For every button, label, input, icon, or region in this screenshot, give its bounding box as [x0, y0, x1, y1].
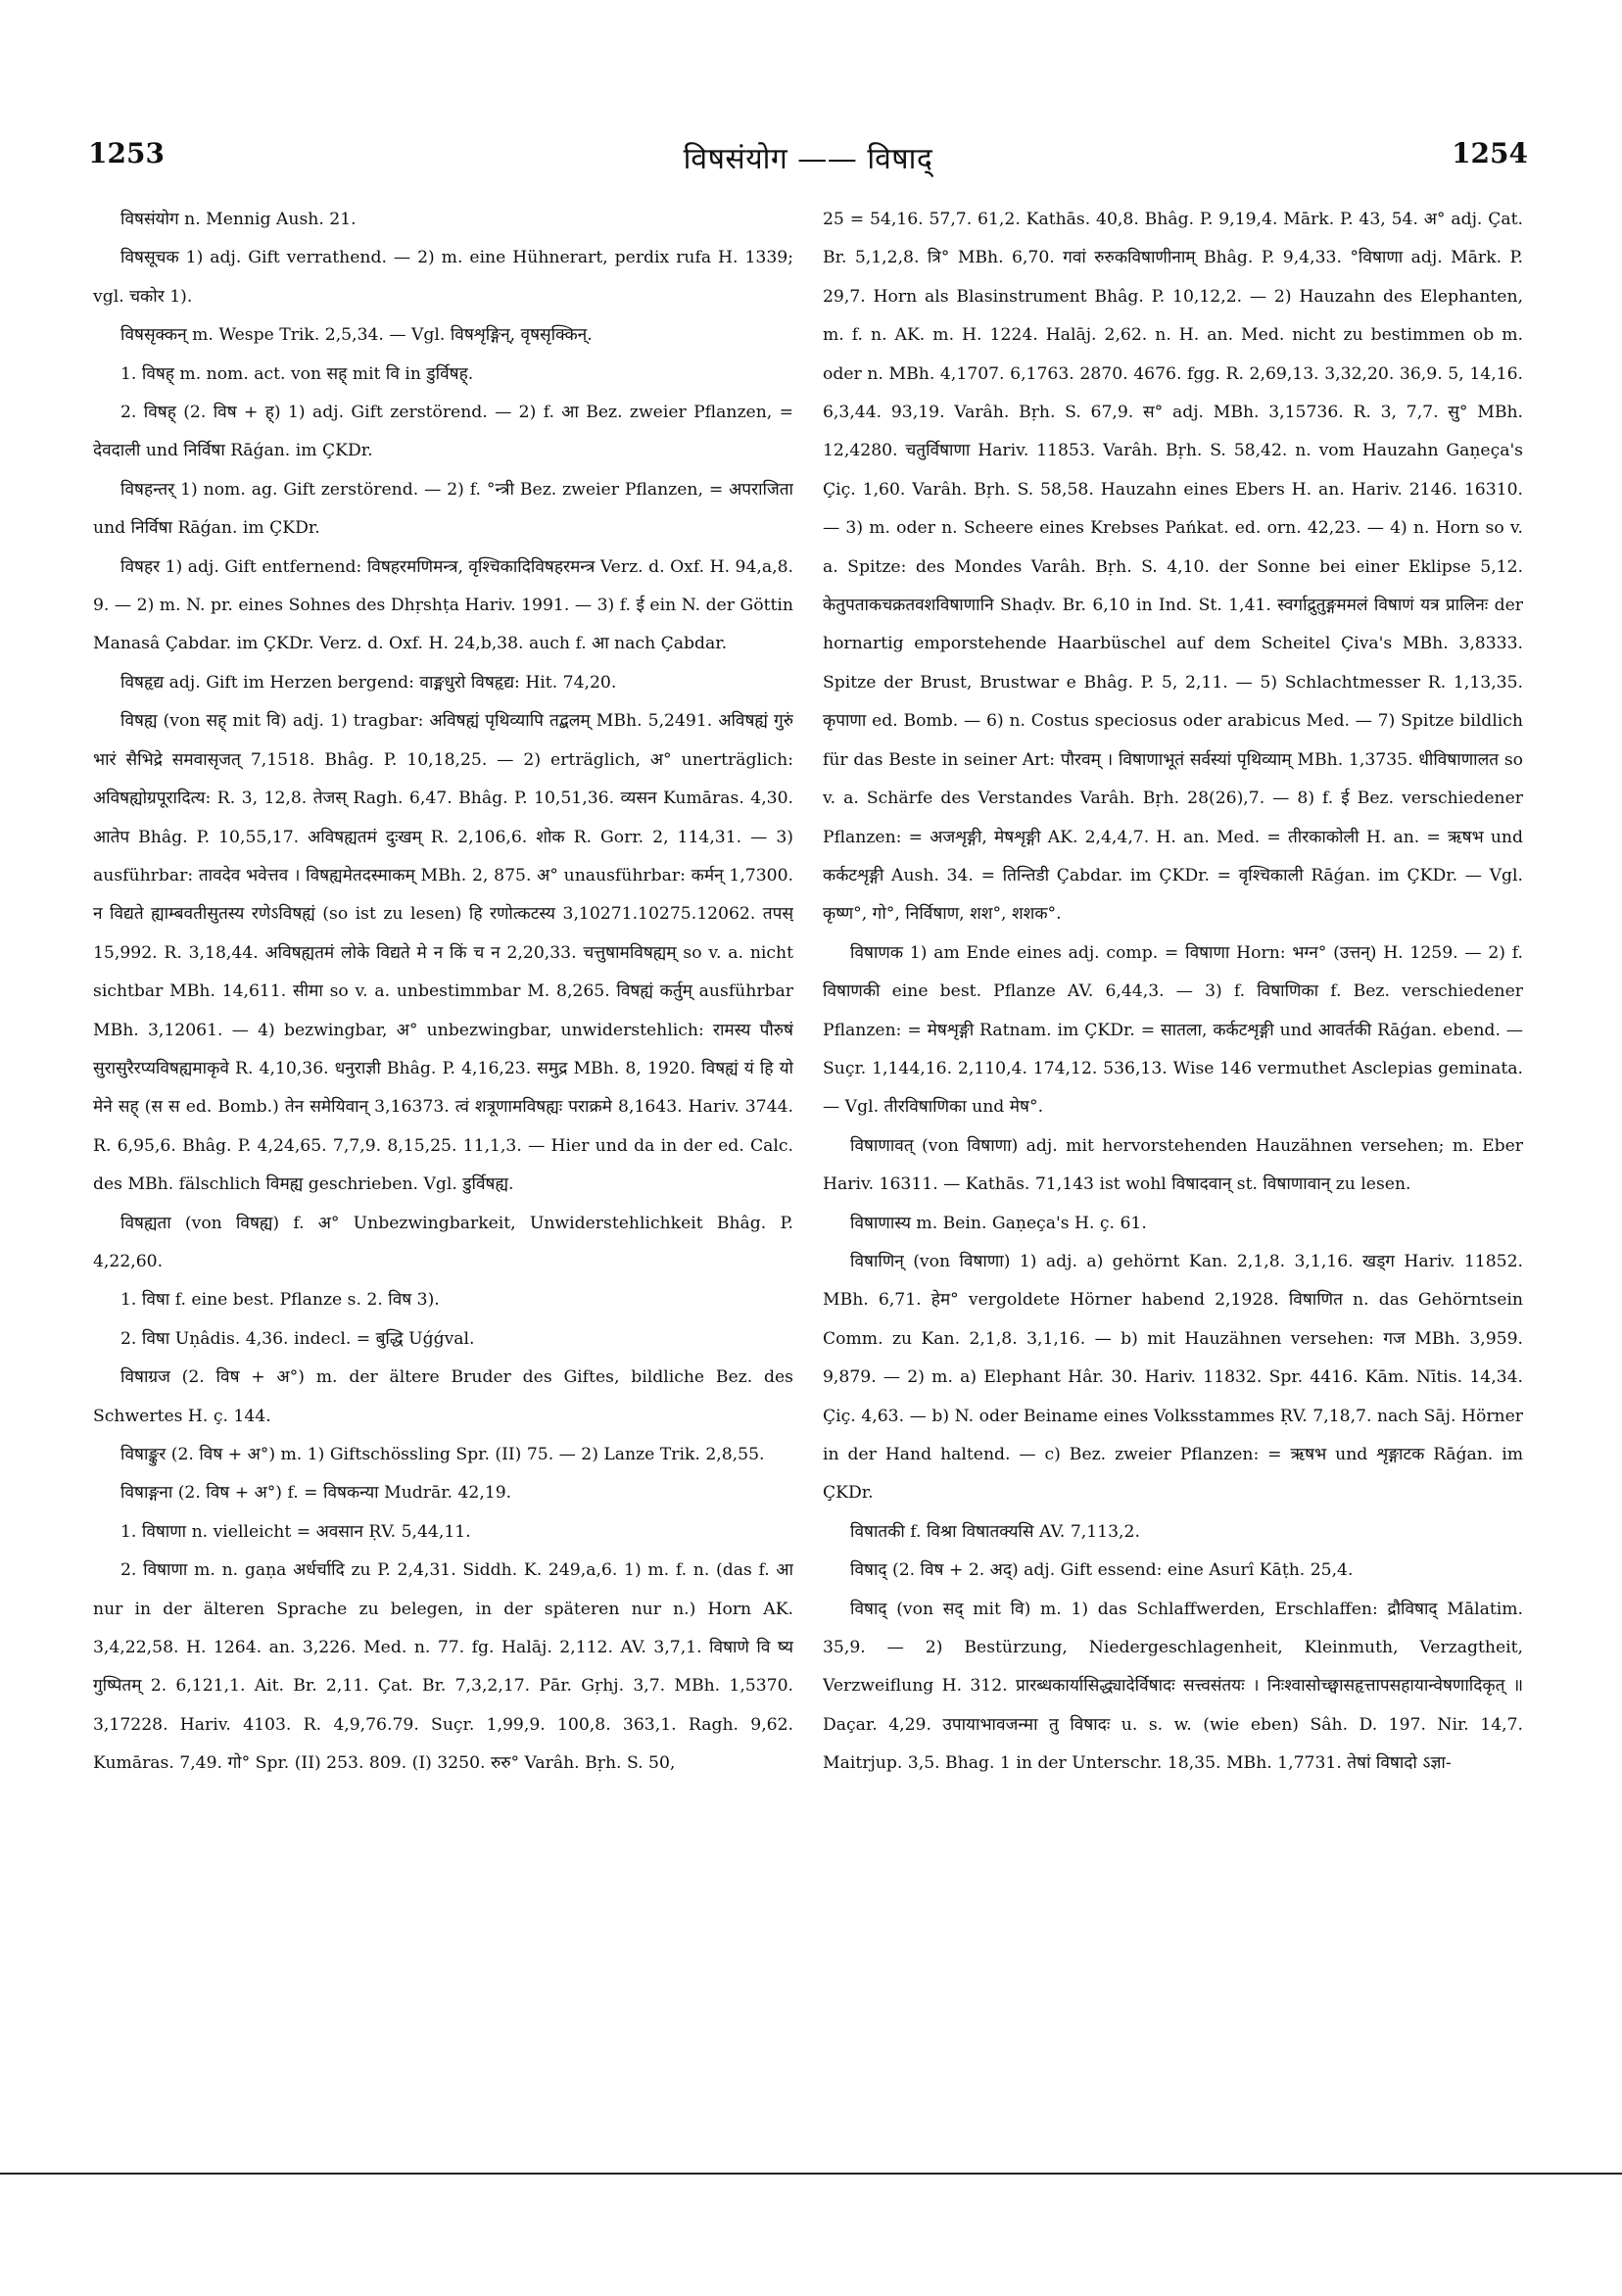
running-title: विषसंयोग —— विषाद् — [683, 142, 933, 176]
page-header — [88, 137, 1528, 176]
dictionary-entry: विषाणास्य m. Bein. Gaṇeça's H. ç. 61. — [850, 1213, 1147, 1233]
dictionary-entry: विषाणावत् (von विषाणा) adj. mit hervorstehenden Hauzähnen versehen; m. Eber Hariv. 16311. — Kathās. 71,143 ist wohl विषादवान् st. विषाणावान् zu lesen. — [823, 1135, 1523, 1195]
dictionary-entry: विषाङ्कुर (2. विष + अ°) m. 1) Giftschössling Spr. (II) 75. — 2) Lanze Trik. 2,8,55. — [120, 1445, 765, 1464]
dictionary-entry: विषाग्रज (2. विष + अ°) m. der ältere Bruder des Giftes, bildliche Bez. des Schwertes H. ç. 144. — [93, 1367, 793, 1426]
dictionary-entry: विषह्य (von सह् mit वि) adj. 1) tragbar: अविषह्यं पृथिव्यापि तद्बलम् MBh. 5,2491. अविषह्यं गुरुं भारं सैभिद्रे समवासृजत् 7,1518. Bhâg. P. 10,18,25. — 2) erträglich, अ° unerträglich: अविषह्योग्रपूरादित्य: R. 3, 12,8. तेजस् Ragh. 6,47. Bhâg. P. 10,51,36. व्यसन Kumāras. 4,30. आतेप Bhâg. P. 10,55,17. अविषह्यतमं दुःखम् R. 2,106,6. शोक R. Gorr. 2, 114,31. — 3) ausführbar: तावदेव भवेत्तव । विषह्यमेतदस्माकम् MBh. 2, 875. अ° unausführbar: कर्मन् 1,7300. न विद्यते ह्याम्बवतीसुतस्य रणेऽविषह्यं (so ist zu lesen) हि रणोत्कटस्य 3,10271.10275.12062. तपस् 15,992. R. 3,18,44. अविषह्यतमं लोके विद्यते मे न किं च न 2,20,33. चत्तुषामविषह्यम् so v. a. nicht sichtbar MBh. 14,611. सीमा so v. a. unbestimmbar M. 8,265. विषह्यं कर्तुम् ausführbar MBh. 3,12061. — 4) bezwingbar, अ° unbezwingbar, unwiderstehlich: रामस्य पौरुषं सुरासुरैरप्यविषह्यमाकृवे R. 4,10,36. धनुराज्ञी Bhâg. P. 4,16,23. समुद्र MBh. 8, 1920. विषह्यं यं हि यो मेने सह् (स स ed. Bomb.) तेन समेयिवान् 3,16373. त्वं शत्रूणामविषह्यः पराक्रमे 8,1643. Hariv. 3744. R. 6,95,6. Bhâg. P. 4,24,65. 7,7,9. 8,15,25. 11,1,3. — Hier und da in der ed. Calc. des MBh. fälschlich विमह्य geschrieben. Vgl. डुर्विषह्य. — [93, 711, 793, 1195]
left-column — [93, 201, 793, 2091]
dictionary-entry: 1. विषाणा n. vielleicht = अवसान ṚV. 5,44,11. — [120, 1521, 471, 1542]
dictionary-entry: 25 = 54,16. 57,7. 61,2. Kathās. 40,8. Bhâg. P. 9,19,4. Mārk. P. 43, 54. अ° adj. Çat. Br. 5,1,2,8. त्रि° MBh. 6,70. गवां रुरुकविषाणीनाम् Bhâg. P. 9,4,33. °विषाणा adj. Mārk. P. 29,7. Horn als Blasinstrument Bhâg. P. 10,12,2. — 2) Hauzahn des Elephanten, m. f. n. AK. m. H. 1224. Halāj. 2,62. n. H. an. Med. nicht zu bestimmen ob m. oder n. MBh. 4,1707. 6,1763. 2870. 4676. fgg. R. 2,69,13. 3,32,20. 36,9. 5, 14,16. 6,3,44. 93,19. Varâh. Bṛh. S. 67,9. स° adj. MBh. 3,15736. R. 3, 7,7. सु° MBh. 12,4280. चतुर्विषाणा Hariv. 11853. Varâh. Bṛh. S. 58,42. n. vom Hauzahn Gaṇeça's Çiç. 1,60. Varâh. Bṛh. S. 58,58. Hauzahn eines Ebers H. an. Hariv. 2146. 16310. — 3) m. oder n. Scheere eines Krebses Pańkat. ed. orn. 42,23. — 4) n. Horn so v. a. Spitze: des Mondes Varâh. Bṛh. S. 4,10. der Sonne bei einer Eklipse 5,12. केतुपताकचक्रतवशविषाणानि Shaḍv. Br. 6,10 in Ind. St. 1,41. स्वर्गाद्रुतुङ्गममलं विषाणं यत्र प्रालिनः der hornartig emporstehende Haarbüschel auf dem Scheitel Çiva's MBh. 3,8333. Spitze der Brust, Brustwar e Bhâg. P. 5, 2,11. — 5) Schlachtmesser R. 1,13,35. कृपाणा ed. Bomb. — 6) n. Costus speciosus oder arabicus Med. — 7) Spitze bildlich für das Beste in seiner Art: पौरवम् । विषाणाभूतं सर्वस्यां पृथिव्याम् MBh. 1,3735. धीविषाणालत so v. a. Schärfe des Verstandes Varâh. Bṛh. 28(26),7. — 8) f. ई Bez. verschiedener Pflanzen: = अजशृङ्गी, मेषशृङ्गी AK. 2,4,4,7. H. an. Med. = तीरकाकोली H. an. = ऋषभ und कर्कटशृङ्गी Aush. 34. = तिन्तिडी Çabdar. im ÇKDr. = वृश्चिकाली Rāǵan. im ÇKDr. — Vgl. कृष्ण°, गो°, निर्विषाण, शश°, शशक°. — [823, 210, 1523, 925]
page-number-left: 1253 — [88, 137, 165, 169]
dictionary-entry: विषहन्तर् 1) nom. ag. Gift zerstörend. — 2) f. °न्त्री Bez. zweier Pflanzen, = अपराजिता und निर्विषा Rāǵan. im ÇKDr. — [93, 479, 793, 539]
dictionary-entry: विषाणिन् (von विषाणा) 1) adj. a) gehörnt Kan. 2,1,8. 3,1,16. खड्ग Hariv. 11852. MBh. 6,71. हेम° vergoldete Hörner habend 2,1928. विषाणित n. das Gehörntsein Comm. zu Kan. 2,1,8. 3,1,16. — b) mit Hauzähnen versehen: गज MBh. 3,959. 9,879. — 2) m. a) Elephant Hâr. 30. Hariv. 11832. Spr. 4416. Kām. Nītis. 14,34. Çiç. 4,63. — b) N. oder Beiname eines Volksstammes ṚV. 7,18,7. nach Sāj. Hörner in der Hand haltend. — c) Bez. zweier Pflanzen: = ऋषभ und शृङ्गाटक Rāǵan. im ÇKDr. — [823, 1251, 1523, 1504]
footer-rule — [0, 2173, 1622, 2175]
dictionary-entry: 1. विषा f. eine best. Pflanze s. 2. विष 3). — [120, 1290, 440, 1311]
dictionary-entry: विषाङ्गना (2. विष + अ°) f. = विषकन्या Mudrār. 42,19. — [120, 1483, 512, 1504]
dictionary-entry: विषाणक 1) am Ende eines adj. comp. = विषाणा Horn: भग्न° (उत्तन्) H. 1259. — 2) f. विषाणकी eine best. Pflanze AV. 6,44,3. — 3) f. विषाणिका f. Bez. verschiedener Pflanzen: = मेषशृङ्गी Ratnam. im ÇKDr. = सातला, कर्कटशृङ्गी und आवर्तकी Rāǵan. ebend. — Suçr. 1,144,16. 2,110,4. 174,12. 536,13. Wise 146 vermuthet Asclepias geminata. — Vgl. तीरविषाणिका und मेष°. — [823, 942, 1523, 1118]
dictionary-entry: विषसंयोग n. Mennig Aush. 21. — [120, 210, 357, 229]
dictionary-entry: विषहर 1) adj. Gift entfernend: विषहरमणिमन्त्र, वृश्चिकादिविषहरमन्त्र Verz. d. Oxf. H. 94,a,8. 9. — 2) m. N. pr. eines Sohnes des Dhṛshṭa Hariv. 1991. — 3) f. ई ein N. der Göttin Manasâ Çabdar. im ÇKDr. Verz. d. Oxf. H. 24,b,38. auch f. आ nach Çabdar. — [93, 556, 793, 654]
dictionary-entry: 2. विषह् (2. विष + ह्) 1) adj. Gift zerstörend. — 2) f. आ Bez. zweier Pflanzen, = देवदाली und निर्विषा Rāǵan. im ÇKDr. — [93, 403, 793, 461]
page-number-right: 1254 — [1452, 137, 1528, 169]
dictionary-entry: 2. विषा Uṇâdis. 4,36. indecl. = बुद्धि Uǵǵval. — [120, 1328, 475, 1349]
dictionary-entry: विषाद् (2. विष + 2. अद्) adj. Gift essend: eine Asurî Kāṭh. 25,4. — [850, 1560, 1354, 1581]
dictionary-entry: विषसूचक 1) adj. Gift verrathend. — 2) m. eine Hühnerart, perdix rufa H. 1339; vgl. चकोर 1). — [93, 248, 793, 307]
right-column — [823, 201, 1523, 2091]
dictionary-entry: विषसृक्कन् m. Wespe Trik. 2,5,34. — Vgl. विषशृङ्गिन्, वृषसृक्किन्. — [120, 325, 593, 346]
dictionary-entry: विषह्यता (von विषह्य) f. अ° Unbezwingbarkeit, Unwiderstehlichkeit Bhâg. P. 4,22,60. — [93, 1213, 793, 1271]
dictionary-entry: विषाद् (von सद् mit वि) m. 1) das Schlaffwerden, Erschlaffen: द्रौविषाद् Mālatim. 35,9. — 2) Bestürzung, Niedergeschlagenheit, Kleinmuth, Verzagtheit, Verzweiflung H. 312. प्रारब्धकार्यासिद्ध्यादेर्विषादः सत्त्वसंतयः । निःश्वासोच्छ्वासहृत्तापसहायान्वेषणादिकृत् ॥ Daçar. 4,29. उपायाभावजन्मा तु विषादः u. s. w. (wie eben) Sâh. D. 197. Nir. 14,7. Maitrjup. 3,5. Bhag. 1 in der Unterschr. 18,35. MBh. 1,7731. तेषां विषादो ऽज्ञा- — [823, 1599, 1523, 1774]
dictionary-entry: विषहृद्य adj. Gift im Herzen bergend: वाङ्मधुरो विषहृद्य: Hit. 74,20. — [120, 672, 617, 693]
dictionary-entry: 2. विषाणा m. n. gaṇa अर्धर्चादि zu P. 2,4,31. Siddh. K. 249,a,6. 1) m. f. n. (das f. आ nur in der älteren Sprache zu belegen, in der späteren nur n.) Horn AK. 3,4,22,58. H. 1264. an. 3,226. Med. n. 77. fg. Halāj. 2,112. AV. 3,7,1. विषाणे वि ष्य गुष्पितम् 2. 6,121,1. Ait. Br. 2,11. Çat. Br. 7,3,2,17. Pār. Gṛhj. 3,7. MBh. 1,5370. 3,17228. Hariv. 4103. R. 4,9,76.79. Suçr. 1,99,9. 100,8. 363,1. Ragh. 9,62. Kumāras. 7,49. गो° Spr. (II) 253. 809. (I) 3250. रुरु° Varâh. Bṛh. S. 50, — [93, 1560, 793, 1774]
dictionary-entry: विषातकी f. विश्रा विषातक्यसि AV. 7,113,2. — [850, 1521, 1140, 1542]
dictionary-entry: 1. विषह् m. nom. act. von सह् mit वि in डुर्विषह्. — [120, 363, 474, 384]
